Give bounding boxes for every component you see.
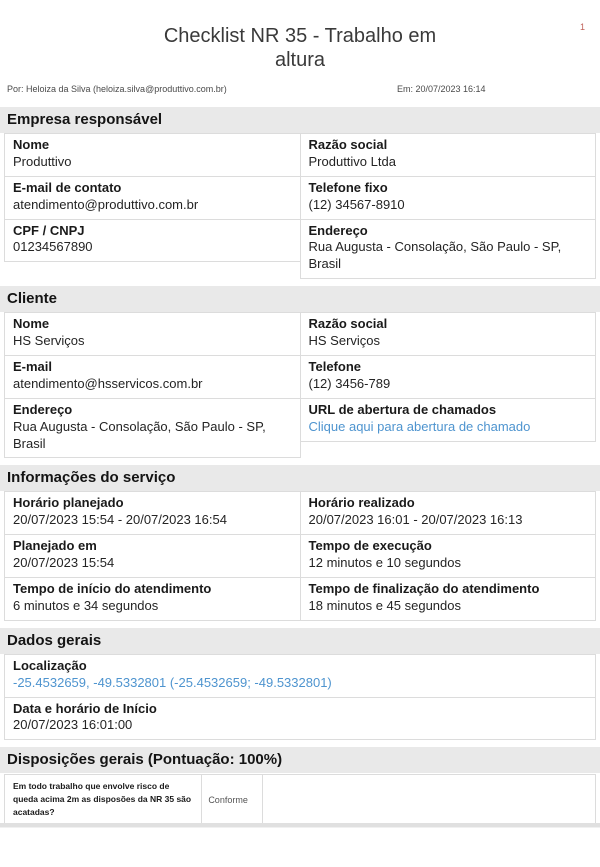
field-label: Horário realizado <box>308 495 415 511</box>
field-value: 20/07/2023 16:01 - 20/07/2023 16:13 <box>308 512 523 528</box>
section-cliente <box>0 286 600 458</box>
page-title: Checklist NR 35 - Trabalho em altura <box>163 25 437 71</box>
field-cell <box>4 654 596 698</box>
field-value: atendimento@produttivo.com.br <box>13 196 199 212</box>
field-cell <box>4 219 301 263</box>
field-value: 12 minutos e 10 segundos <box>308 555 461 571</box>
checklist-item-row <box>0 774 600 824</box>
field-label: Tempo de execução <box>308 538 432 554</box>
abertura-chamado-link[interactable]: Clique aqui para abertura de chamado <box>308 418 531 434</box>
section-title: Disposições gerais (Pontuação: 100%) <box>0 747 600 773</box>
section-title: Dados gerais <box>0 628 600 654</box>
sections-container <box>0 107 600 825</box>
field-row <box>4 534 596 578</box>
field-value: HS Serviços <box>308 333 381 349</box>
field-label: Tempo de início do atendimento <box>13 581 212 597</box>
field-row <box>4 491 596 535</box>
field-row <box>4 312 596 356</box>
page-number: 1 <box>579 22 585 32</box>
field-cell <box>300 398 597 442</box>
field-value: 20/07/2023 15:54 - 20/07/2023 16:54 <box>13 512 227 528</box>
field-cell <box>300 133 597 177</box>
field-label: Endereço <box>308 222 368 238</box>
field-label: URL de abertura de chamados <box>308 401 497 417</box>
field-label: E-mail <box>13 359 53 375</box>
field-value: (12) 34567-8910 <box>308 196 405 212</box>
field-label: Telefone <box>308 359 361 375</box>
section-informacoes-servico <box>0 465 600 620</box>
field-label: Tempo de finalização do atendimento <box>308 581 540 597</box>
field-value: 20/07/2023 15:54 <box>13 555 115 571</box>
field-value: Rua Augusta - Consolação, São Paulo - SP, Brasil <box>308 239 562 272</box>
field-cell <box>300 176 597 220</box>
field-cell <box>4 355 301 399</box>
field-row <box>4 654 596 698</box>
field-label: Localização <box>13 657 87 673</box>
field-value: 18 minutos e 45 segundos <box>308 597 461 613</box>
field-label: Telefone fixo <box>308 179 388 195</box>
field-cell <box>4 577 301 621</box>
field-label: Data e horário de Início <box>13 700 157 716</box>
field-value: (12) 3456-789 <box>308 375 391 391</box>
author-line: Por: Heloiza da Silva (heloiza.silva@produttivo.com.br) <box>7 84 227 94</box>
field-value: Produttivo Ltda <box>308 153 396 169</box>
field-label: CPF / CNPJ <box>13 222 85 238</box>
field-value: 6 minutos e 34 segundos <box>13 597 159 613</box>
field-label: Planejado em <box>13 538 97 554</box>
field-value: 01234567890 <box>13 239 93 255</box>
field-row <box>4 176 596 220</box>
field-cell <box>4 697 596 741</box>
field-cell <box>300 219 597 280</box>
field-row <box>4 398 596 459</box>
field-cell <box>300 312 597 356</box>
field-label: Razão social <box>308 316 388 332</box>
field-row <box>4 355 596 399</box>
field-cell <box>4 133 301 177</box>
field-row <box>4 577 596 621</box>
field-cell <box>300 534 597 578</box>
field-label: Horário planejado <box>13 495 124 511</box>
section-disposicoes-gerais <box>0 747 600 824</box>
checklist-comment-cell <box>262 774 596 824</box>
section-title: Cliente <box>0 286 600 312</box>
section-dados-gerais <box>0 628 600 741</box>
field-cell <box>4 176 301 220</box>
field-value: Rua Augusta - Consolação, São Paulo - SP, Brasil <box>13 418 266 451</box>
section-title: Informações do serviço <box>0 465 600 491</box>
field-value: atendimento@hsservicos.com.br <box>13 375 203 391</box>
field-label: E-mail de contato <box>13 179 122 195</box>
section-table <box>0 312 600 458</box>
section-table <box>0 133 600 279</box>
checklist-question: Em todo trabalho que envolve risco de queda acima 2m as disposões da NR 35 são acatadas? <box>4 774 202 824</box>
field-cell <box>4 491 301 535</box>
field-row <box>4 697 596 741</box>
field-row <box>4 133 596 177</box>
field-cell <box>300 355 597 399</box>
field-value: 20/07/2023 16:01:00 <box>13 717 133 733</box>
field-label: Nome <box>13 316 50 332</box>
field-cell <box>4 534 301 578</box>
section-table <box>0 491 600 620</box>
section-title: Empresa responsável <box>0 107 600 133</box>
field-label: Razão social <box>308 137 388 152</box>
field-cell <box>300 577 597 621</box>
checklist-answer: Conforme <box>201 774 263 824</box>
field-row <box>4 219 596 280</box>
page-bottom-divider <box>0 823 600 828</box>
date-line: Em: 20/07/2023 16:14 <box>397 84 486 94</box>
field-cell <box>300 491 597 535</box>
localizacao-link[interactable]: -25.4532659, -49.5332801 (-25.4532659; -49.5332801) <box>13 674 332 690</box>
report-meta <box>7 84 593 94</box>
field-label: Nome <box>13 137 50 152</box>
section-empresa-responsavel <box>0 107 600 279</box>
field-label: Endereço <box>13 401 73 417</box>
field-value: Produttivo <box>13 153 72 169</box>
section-table <box>0 654 600 741</box>
field-cell <box>4 312 301 356</box>
field-cell <box>4 398 301 459</box>
field-value: HS Serviços <box>13 333 85 349</box>
